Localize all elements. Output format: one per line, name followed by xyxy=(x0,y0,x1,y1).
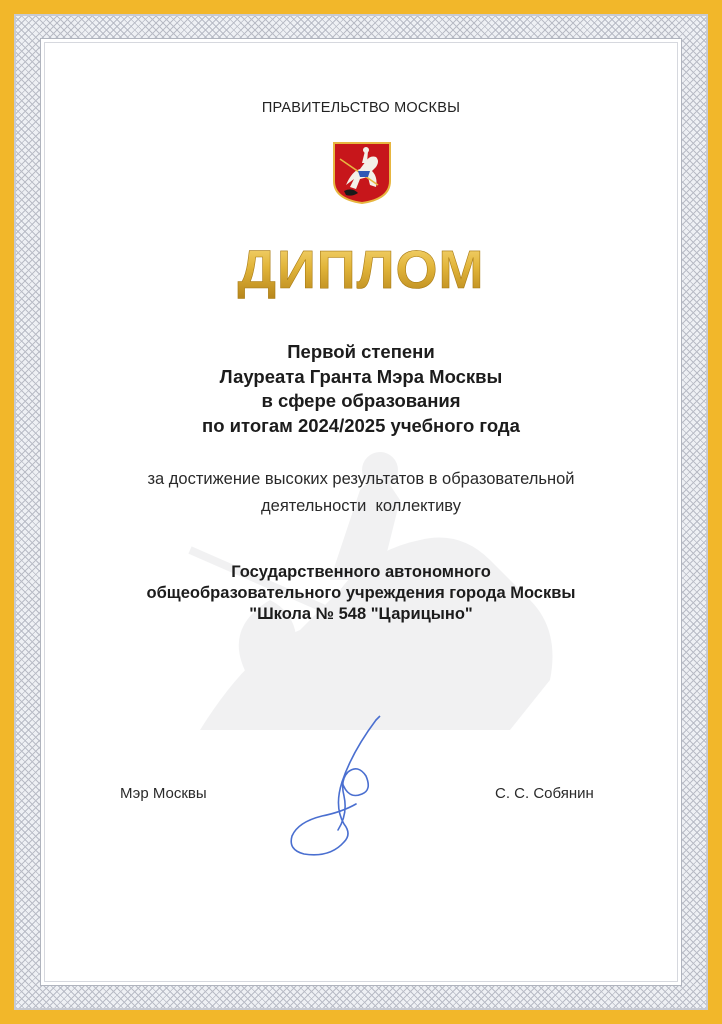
signatory-role: Мэр Москвы xyxy=(120,785,207,802)
degree-block xyxy=(0,340,722,438)
degree-line: Лауреата Гранта Мэра Москвы xyxy=(219,365,503,387)
reason-line: деятельности коллективу xyxy=(261,497,461,515)
signatory-name: С. С. Собянин xyxy=(495,785,594,802)
organization-line: "Школа № 548 "Царицыно" xyxy=(249,605,473,623)
organization-line: Государственного автономного xyxy=(231,563,491,581)
reason-block xyxy=(0,466,722,520)
reason-line: за достижение высоких результатов в образовательной xyxy=(147,470,575,488)
handwritten-signature-icon xyxy=(282,712,392,860)
diploma-title-text: ДИПЛОМ xyxy=(237,240,485,300)
issuer-title: ПРАВИТЕЛЬСТВО МОСКВЫ xyxy=(261,100,461,116)
degree-line: по итогам 2024/2025 учебного года xyxy=(202,414,520,436)
diploma-title xyxy=(0,236,722,305)
organization-line: общеобразовательного учреждения города Москвы xyxy=(146,584,576,602)
moscow-coat-of-arms-icon xyxy=(332,141,392,205)
degree-line: Первой степени xyxy=(287,341,435,362)
organization-block xyxy=(0,562,722,625)
degree-line: в сфере образования xyxy=(261,390,461,411)
